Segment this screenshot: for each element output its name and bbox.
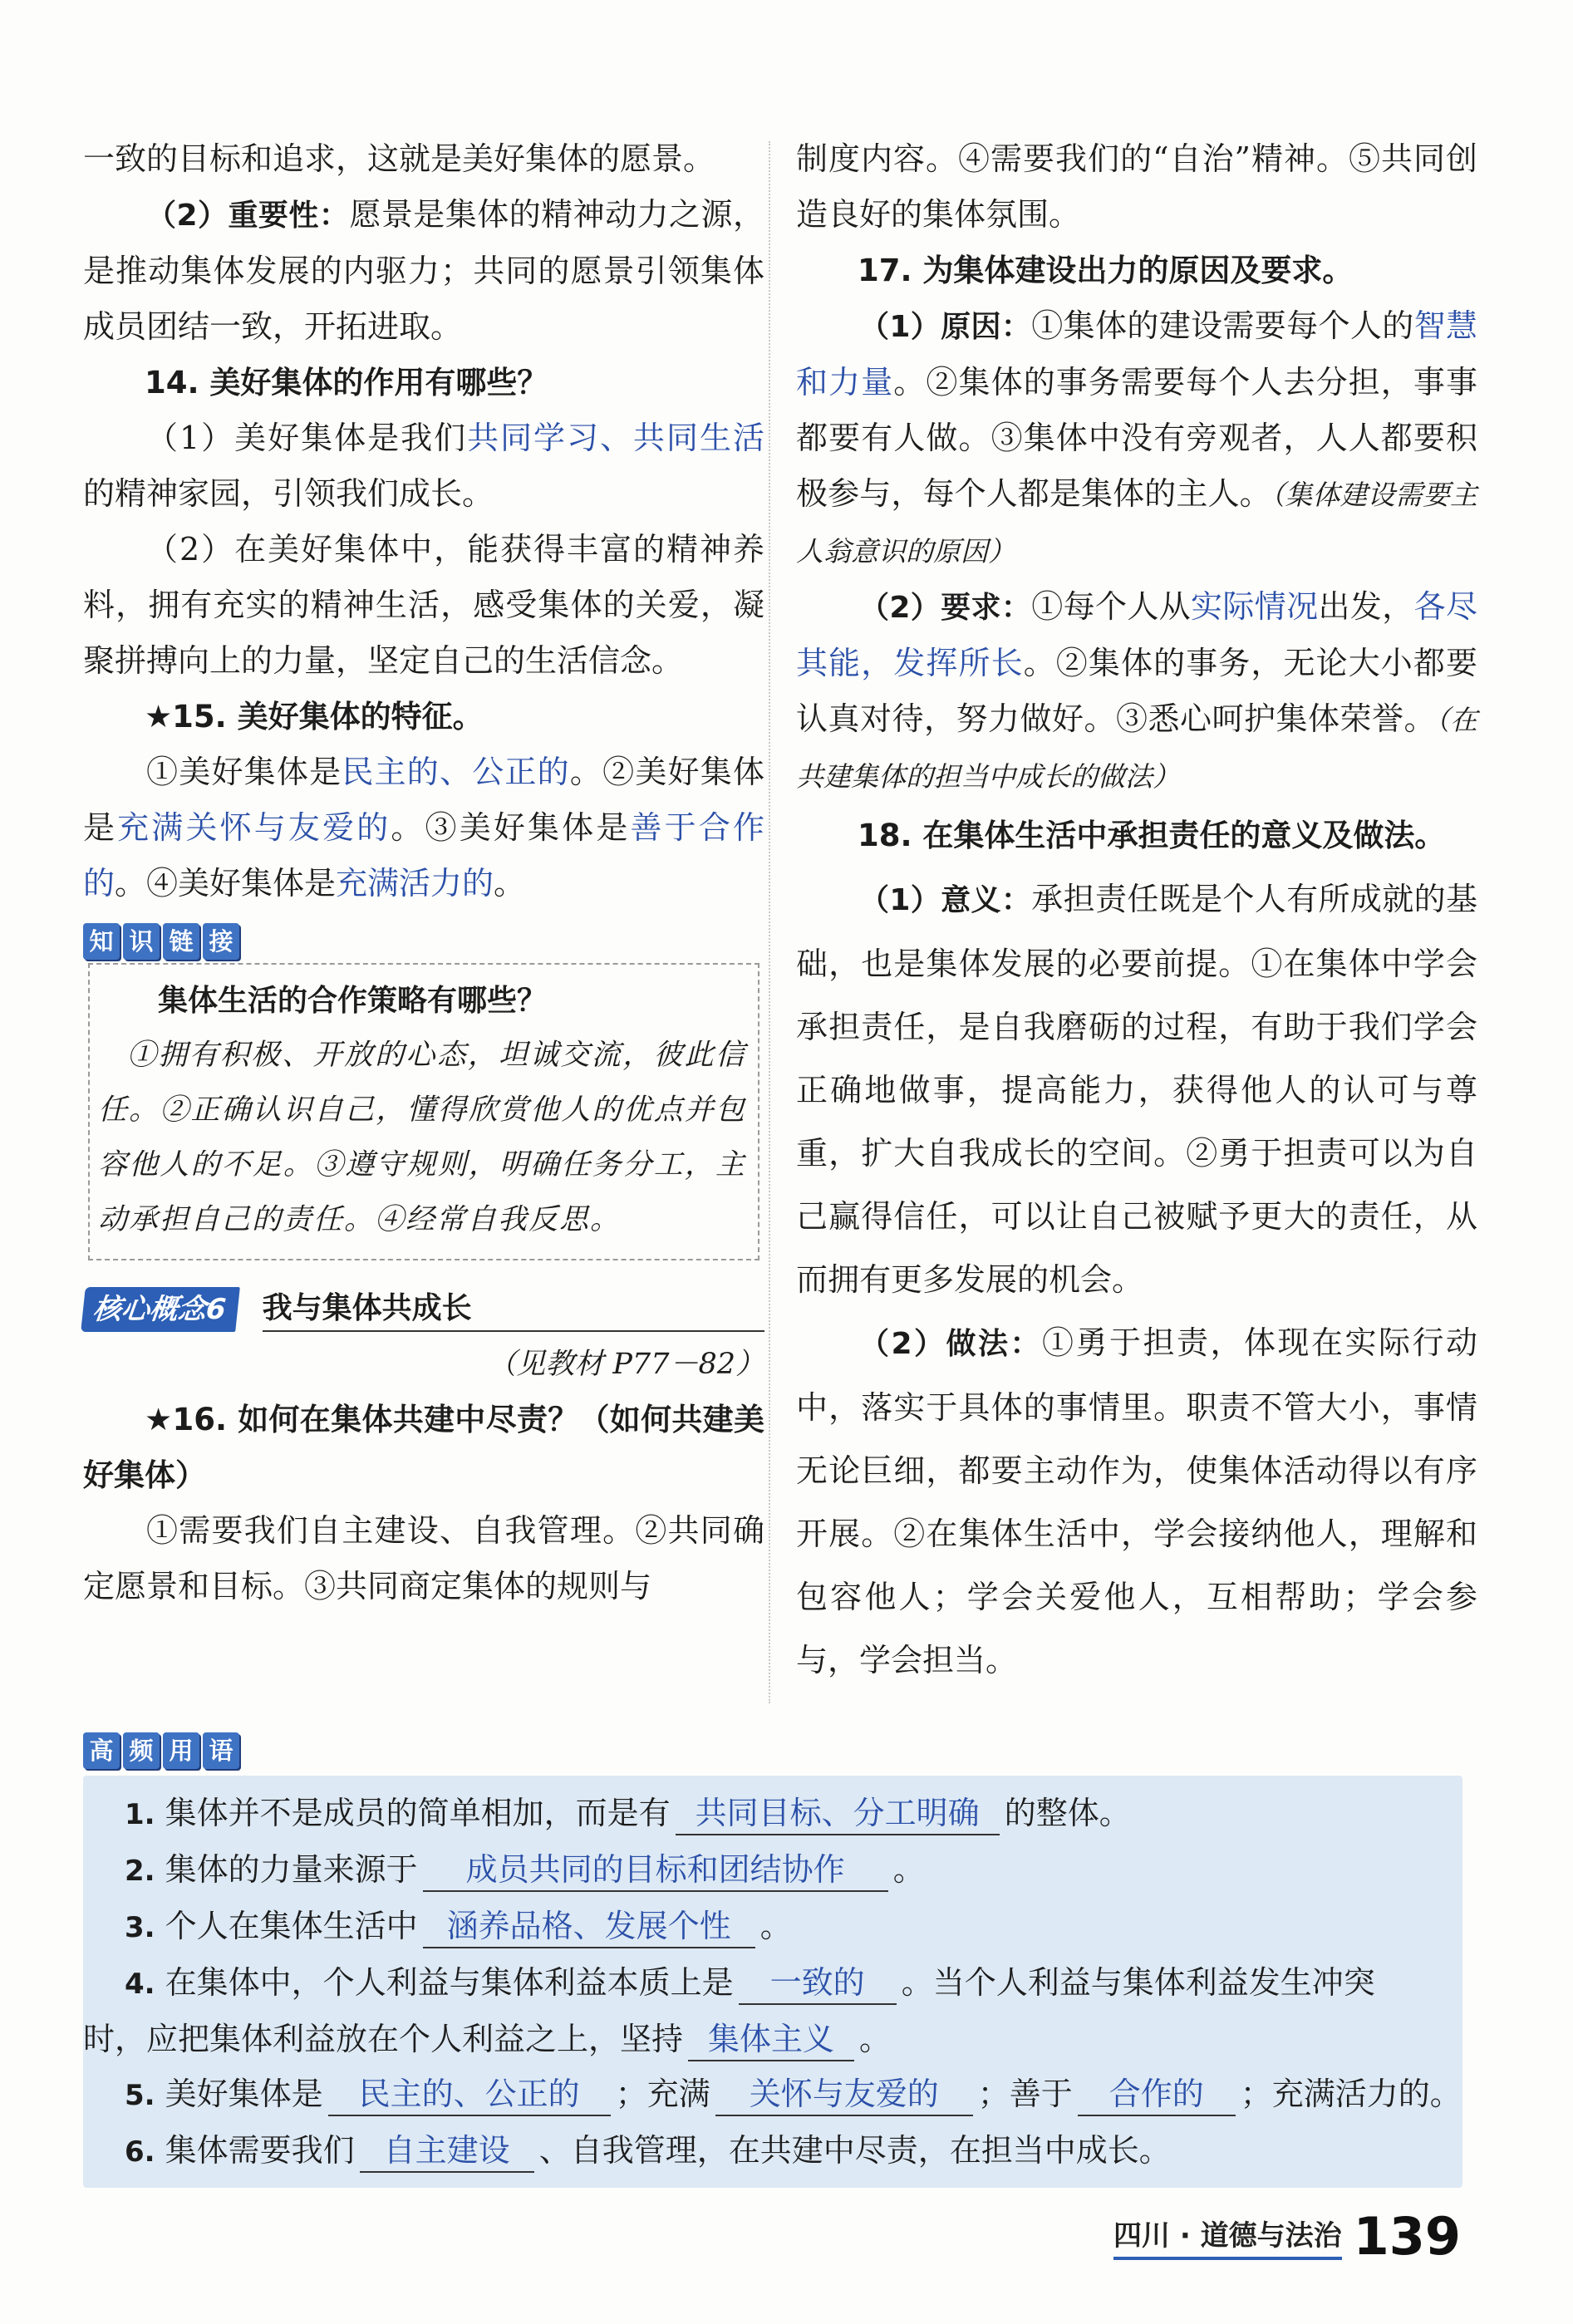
- knowledge-link-tag: [83, 923, 764, 961]
- answer-blank: 集体主义: [688, 2018, 854, 2061]
- page-number: 139: [1353, 2206, 1461, 2267]
- tag-char: 知: [83, 923, 120, 960]
- paragraph: ①美好集体是民主的、公正的。②美好集体是充满关怀与友爱的。③美好集体是善于合作的。④美好集体是充满活力的。: [83, 754, 764, 902]
- left-column: [83, 131, 764, 1614]
- core-concept-header: [83, 1282, 764, 1332]
- right-column: [796, 131, 1477, 1692]
- question-heading: 18. 在集体生活中承担责任的意义及做法。: [858, 818, 1446, 853]
- question-heading: 17. 为集体建设出力的原因及要求。: [858, 253, 1354, 288]
- knowledge-link-box: [88, 963, 759, 1260]
- paragraph: 制度内容。④需要我们的“自治”精神。⑤共同创造良好的集体氛围。: [796, 140, 1477, 233]
- paragraph: ①需要我们自主建设、自我管理。②共同确定愿景和目标。③共同商定集体的规则与: [83, 1512, 764, 1604]
- link-body: ①拥有积极、开放的心态，坦诚交流，彼此信任。②正确认识自己，懂得欣赏他人的优点并包容他人的不足。③遵守规则，明确任务分工，主动承担自己的责任。④经常自我反思。: [98, 1039, 746, 1236]
- column-divider: [769, 141, 770, 1703]
- page-footer: [1113, 2206, 1461, 2267]
- term-line: 5. 美好集体是 民主的、公正的 ；充满 关怀与友爱的 ；善于 合作的 ；充满活力的。: [125, 2066, 1446, 2123]
- tag-char: 频: [123, 1732, 160, 1769]
- answer-blank: 共同目标、分工明确: [676, 1792, 1000, 1835]
- question-heading: 14. 美好集体的作用有哪些？: [145, 365, 548, 400]
- paragraph: （1）原因：①集体的建设需要每个人的智慧和力量。②集体的事务需要每个人去分担，事事都要有人做。③集体中没有旁观者，人人都要积极参与，每个人都是集体的主人。（集体建设需要主人翁意识的原因）: [796, 307, 1477, 567]
- link-title: 集体生活的合作策略有哪些？: [158, 984, 548, 1018]
- tag-char: 链: [163, 923, 199, 960]
- term-line: 1. 集体并不是成员的简单相加，而是有 共同目标、分工明确 的整体。: [125, 1786, 1446, 1842]
- question-heading: ★15. 美好集体的特征。: [145, 699, 484, 735]
- tag-char: 接: [203, 923, 239, 960]
- term-line: 6. 集体需要我们 自主建设 、自我管理，在共建中尽责，在担当中成长。: [125, 2123, 1446, 2179]
- core-concept-title: 我与集体共成长: [263, 1287, 764, 1332]
- question-heading: ★16. 如何在集体共建中尽责？（如何共建美好集体）: [83, 1402, 764, 1493]
- high-frequency-tag: [83, 1732, 1462, 1771]
- answer-blank: 一致的: [739, 1962, 897, 2005]
- term-line: 2. 集体的力量来源于 成员共同的目标和团结协作 。: [125, 1842, 1446, 1899]
- paragraph: （2）在美好集体中，能获得丰富的精神养料，拥有充实的精神生活，感受集体的关爱，凝聚拼搏向上的力量，坚定自己的生活信念。: [83, 531, 764, 679]
- paragraph: （2）做法：①勇于担责，体现在实际行动中，落实于具体的事情里。职责不管大小，事情无论巨细，都要主动作为，使集体活动得以有序开展。②在集体生活中，学会接纳他人，理解和包容他人；学会关爱他人，互相帮助；学会参与，学会担当。: [796, 1324, 1477, 1678]
- paragraph: 一致的目标和追求，这就是美好集体的愿景。: [83, 140, 715, 177]
- term-line: 4. 在集体中，个人利益与集体利益本质上是 一致的 。当个人利益与集体利益发生冲突: [125, 1955, 1446, 2012]
- answer-blank: 自主建设: [360, 2130, 534, 2173]
- core-concept-badge: 核心概念6: [81, 1287, 239, 1332]
- tag-char: 用: [163, 1732, 199, 1769]
- answer-blank: 涵养品格、发展个性: [423, 1905, 755, 1948]
- term-line: 3. 个人在集体生活中 涵养品格、发展个性 。: [125, 1899, 1446, 1955]
- high-frequency-terms-section: [83, 1732, 1462, 2188]
- answer-blank: 成员共同的目标和团结协作: [423, 1849, 888, 1892]
- paragraph: （2）重要性：愿景是集体的精神动力之源，是推动集体发展的内驱力；共同的愿景引领集体成员团结一致，开拓进取。: [83, 196, 764, 345]
- answer-blank: 民主的、公正的: [328, 2073, 611, 2116]
- tag-char: 语: [203, 1732, 239, 1769]
- paragraph: （2）要求：①每个人从实际情况出发，各尽其能，发挥所长。②集体的事务，无论大小都要认真对待，努力做好。③悉心呵护集体荣誉。（在共建集体的担当中成长的做法）: [796, 588, 1477, 793]
- term-line: 时，应把集体利益放在个人利益之上，坚持 集体主义 。: [83, 2012, 1446, 2066]
- tag-char: 高: [83, 1732, 120, 1769]
- answer-blank: 合作的: [1078, 2073, 1236, 2116]
- textbook-reference: （见教材 P77－82）: [487, 1348, 764, 1381]
- paragraph: （1）意义：承担责任既是个人有所成就的基础，也是集体发展的必要前提。①在集体中学会承担责任，是自我磨砺的过程，有助于我们学会正确地做事，提高能力，获得他人的认可与尊重，扩大自我成长的空间。②勇于担责可以为自己赢得信任，可以让自己被赋予更大的责任，从而拥有更多发展的机会。: [796, 881, 1477, 1298]
- book-label: 四川 · 道德与法治: [1113, 2213, 1342, 2260]
- tag-char: 识: [123, 923, 160, 960]
- paragraph: （1）美好集体是我们共同学习、共同生活的精神家园，引领我们成长。: [83, 420, 764, 512]
- answer-blank: 关怀与友爱的: [715, 2073, 973, 2116]
- high-frequency-panel: [83, 1776, 1462, 2188]
